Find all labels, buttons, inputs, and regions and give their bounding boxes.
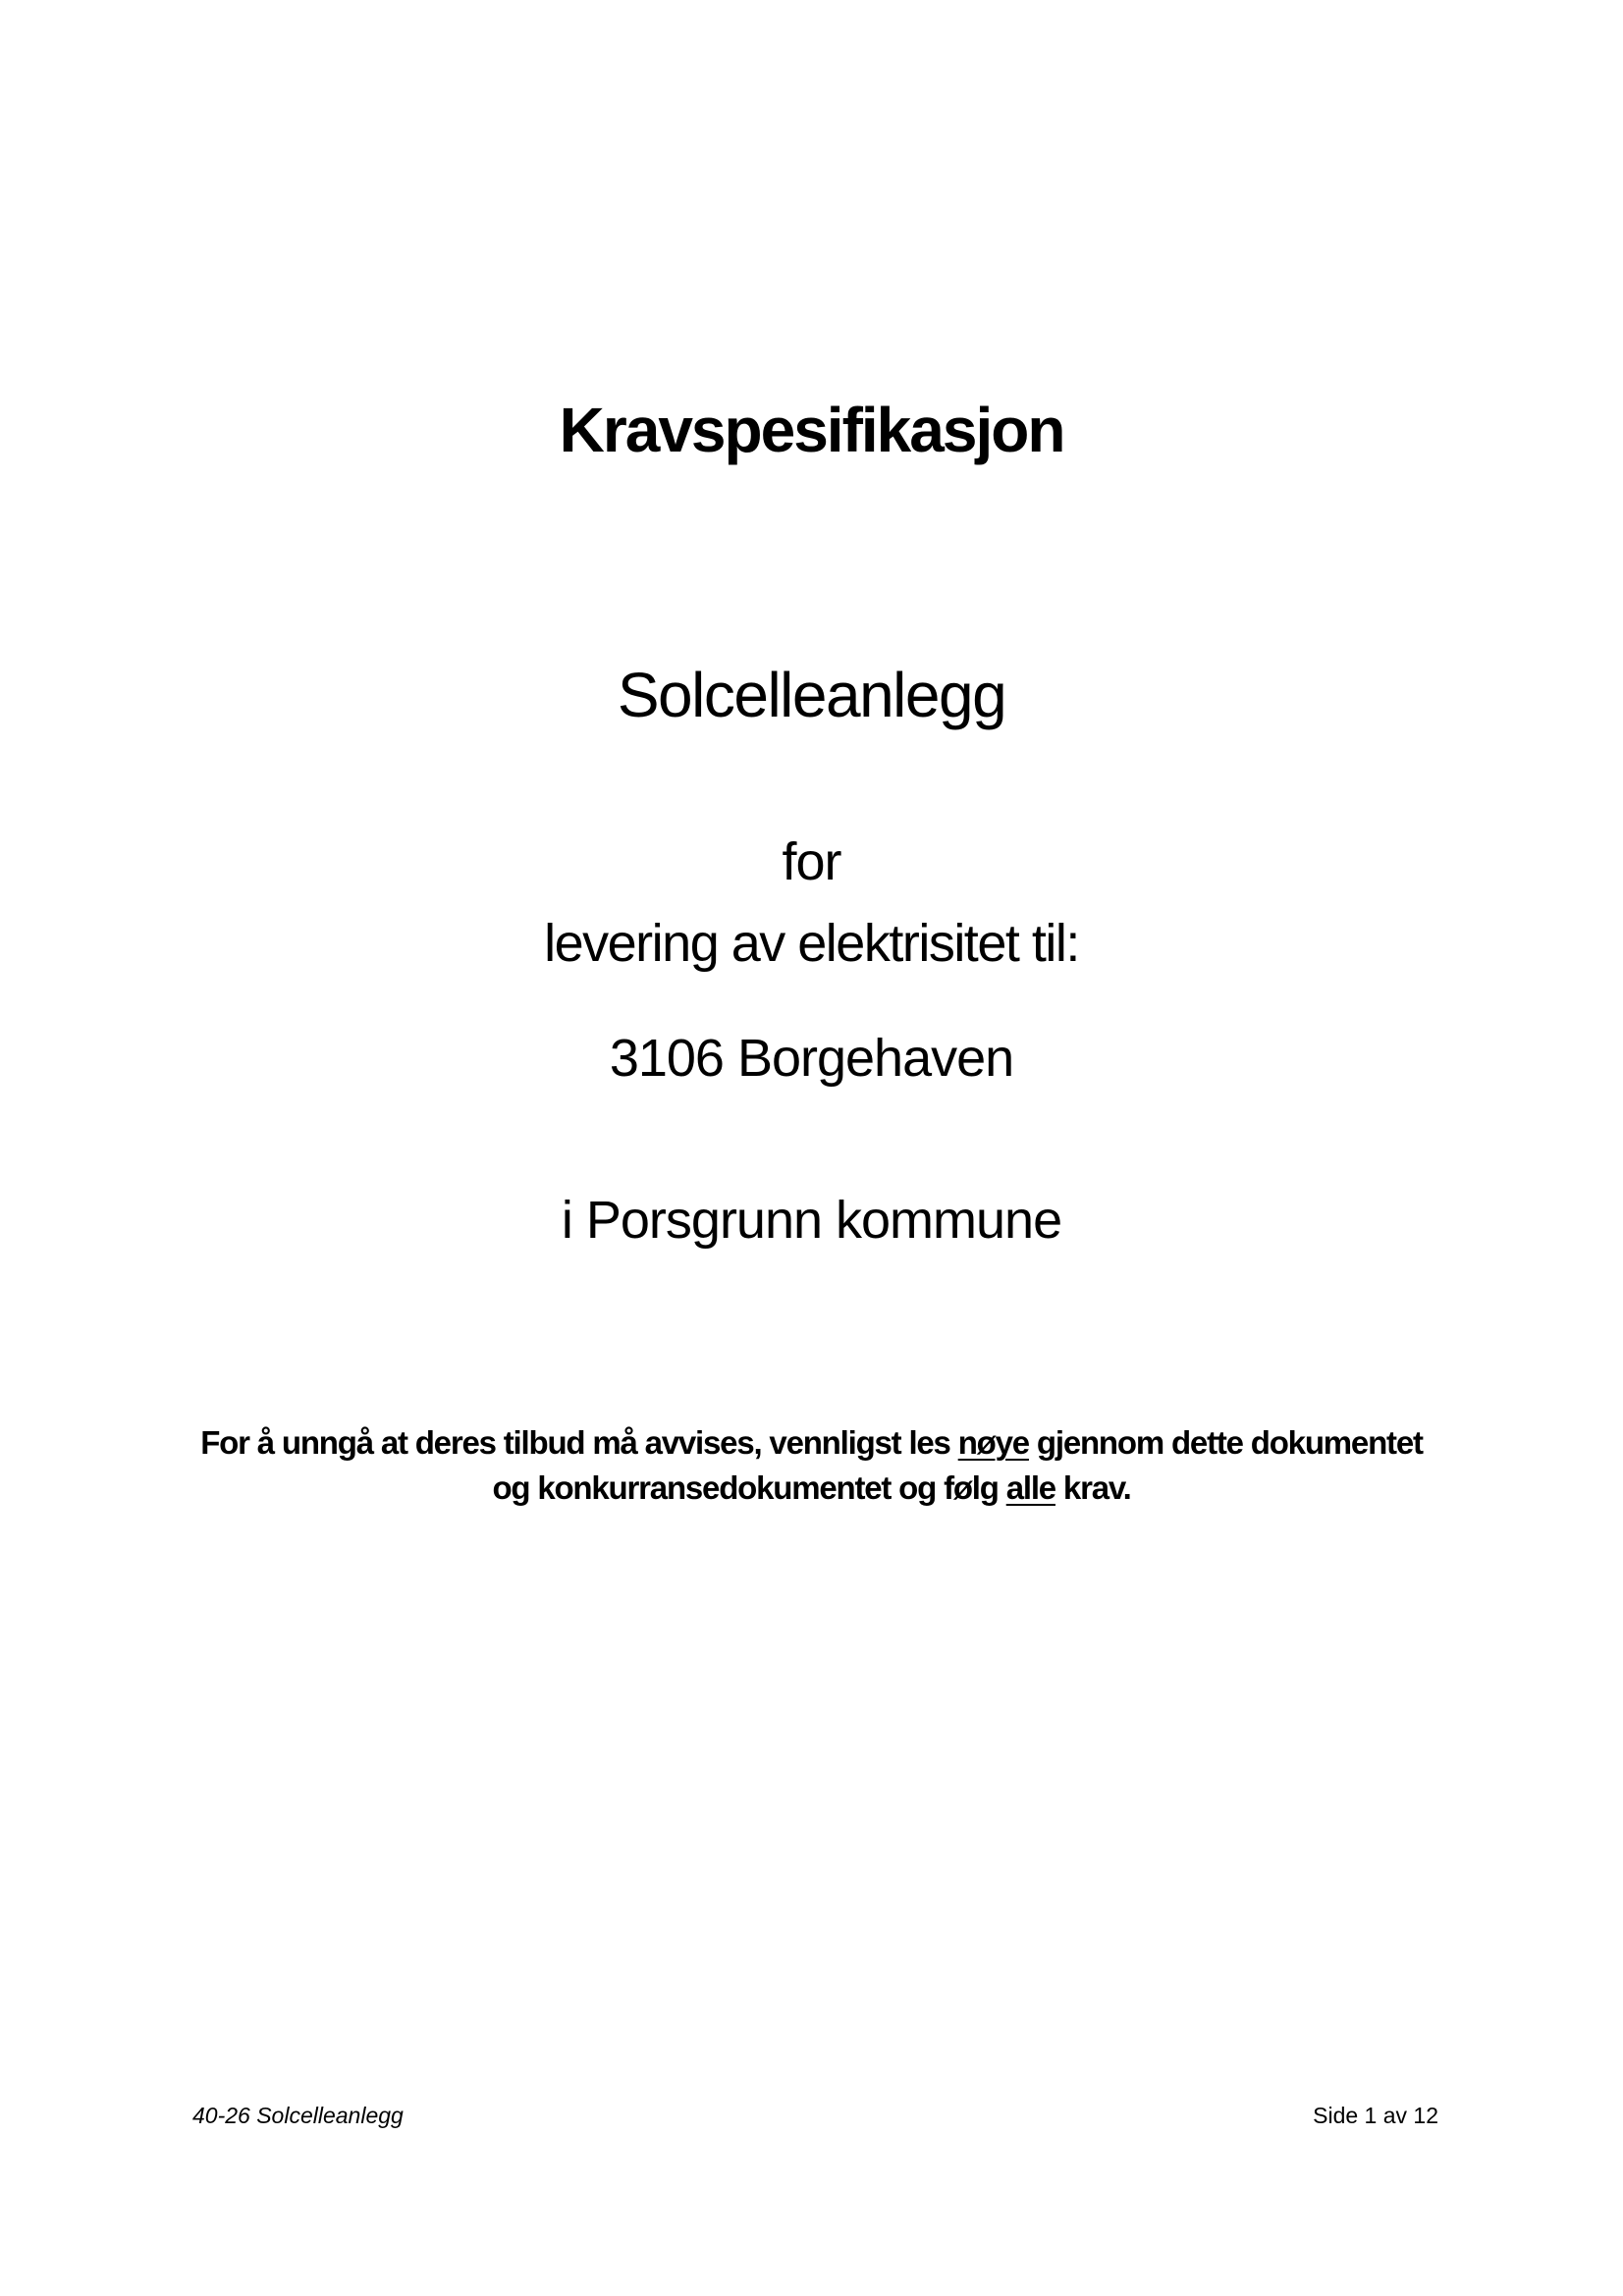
document-subject: Solcelleanlegg: [617, 660, 1006, 730]
subtitle-delivery: levering av elektrisitet til:: [544, 914, 1079, 973]
footer-page-number: Side 1 av 12: [1313, 2103, 1438, 2128]
notice-emphasis-alle: alle: [1005, 1469, 1055, 1506]
notice-text: og konkurransedokumentet og følg: [492, 1469, 1006, 1506]
subtitle-for: for: [782, 832, 841, 891]
footer-document-name: 40-26 Solcelleanlegg: [192, 2103, 404, 2128]
notice-emphasis-noye: nøye: [957, 1424, 1029, 1461]
notice-text: krav.: [1055, 1469, 1131, 1506]
notice-line-1: [0, 1420, 1623, 1466]
notice-text: gjennom dette dokumentet: [1028, 1424, 1423, 1461]
notice-line-2: [0, 1466, 1623, 1511]
notice-text: For å unngå at deres tilbud må avvises, vennligst les: [200, 1424, 958, 1461]
warning-notice: [0, 1420, 1623, 1511]
municipality-line: i Porsgrunn kommune: [561, 1191, 1062, 1250]
address-line: 3106 Borgehaven: [609, 1029, 1014, 1088]
document-title: Kravspesifikasjon: [559, 395, 1064, 465]
